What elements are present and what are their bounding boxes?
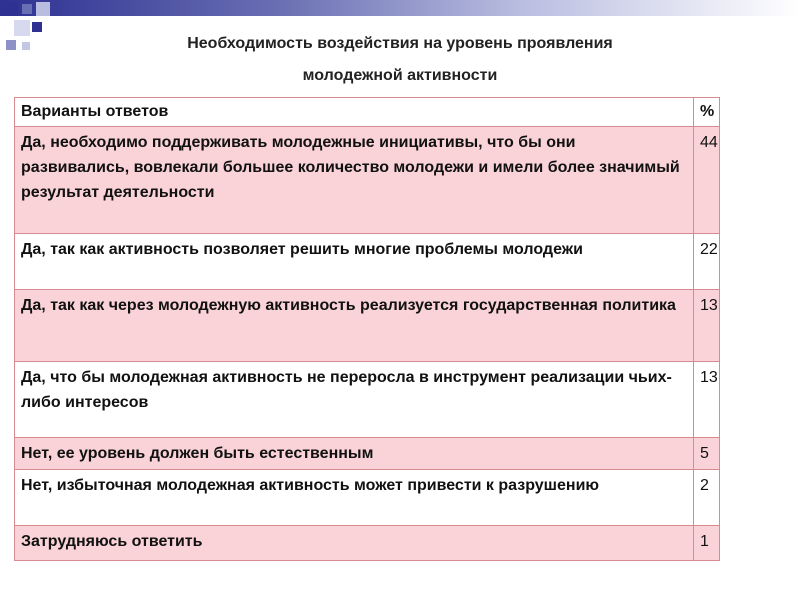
table-row <box>15 234 720 290</box>
title-line-2: молодежной активности <box>302 67 498 84</box>
answer-cell: Нет, ее уровень должен быть естественным <box>15 438 694 470</box>
answer-cell: Да, так как через молодежную активность реализуется государственная политика <box>15 290 694 362</box>
table-row <box>15 438 720 470</box>
table-row <box>15 470 720 526</box>
answer-cell: Да, так как активность позволяет решить многие проблемы молодежи <box>15 234 694 290</box>
percent-cell: 2 <box>694 470 720 526</box>
answer-cell: Нет, избыточная молодежная активность может привести к разрушению <box>15 470 694 526</box>
answer-cell: Да, что бы молодежная активность не переросла в инструмент реализации чьих-либо интересов <box>15 362 694 438</box>
percent-cell: 1 <box>694 526 720 561</box>
survey-results-table <box>14 97 720 561</box>
answer-cell: Да, необходимо поддерживать молодежные инициативы, что бы они развивались, вовлекали большее количество молодежи и имели более значимый результат деятельности <box>15 127 694 234</box>
percent-cell: 13 <box>694 362 720 438</box>
decorative-squares <box>0 0 70 60</box>
answer-cell: Затрудняюсь ответить <box>15 526 694 561</box>
table-row <box>15 526 720 561</box>
table-header-row <box>15 98 720 127</box>
header-answers: Варианты ответов <box>15 98 694 127</box>
decorative-header-band <box>0 0 800 16</box>
table-row <box>15 127 720 234</box>
percent-cell: 22 <box>694 234 720 290</box>
table-row <box>15 362 720 438</box>
table-row <box>15 290 720 362</box>
percent-cell: 44 <box>694 127 720 234</box>
percent-cell: 5 <box>694 438 720 470</box>
page-title <box>70 28 730 92</box>
title-line-1: Необходимость воздействия на уровень проявления <box>187 35 613 52</box>
percent-cell: 13 <box>694 290 720 362</box>
header-percent: % <box>694 98 720 127</box>
